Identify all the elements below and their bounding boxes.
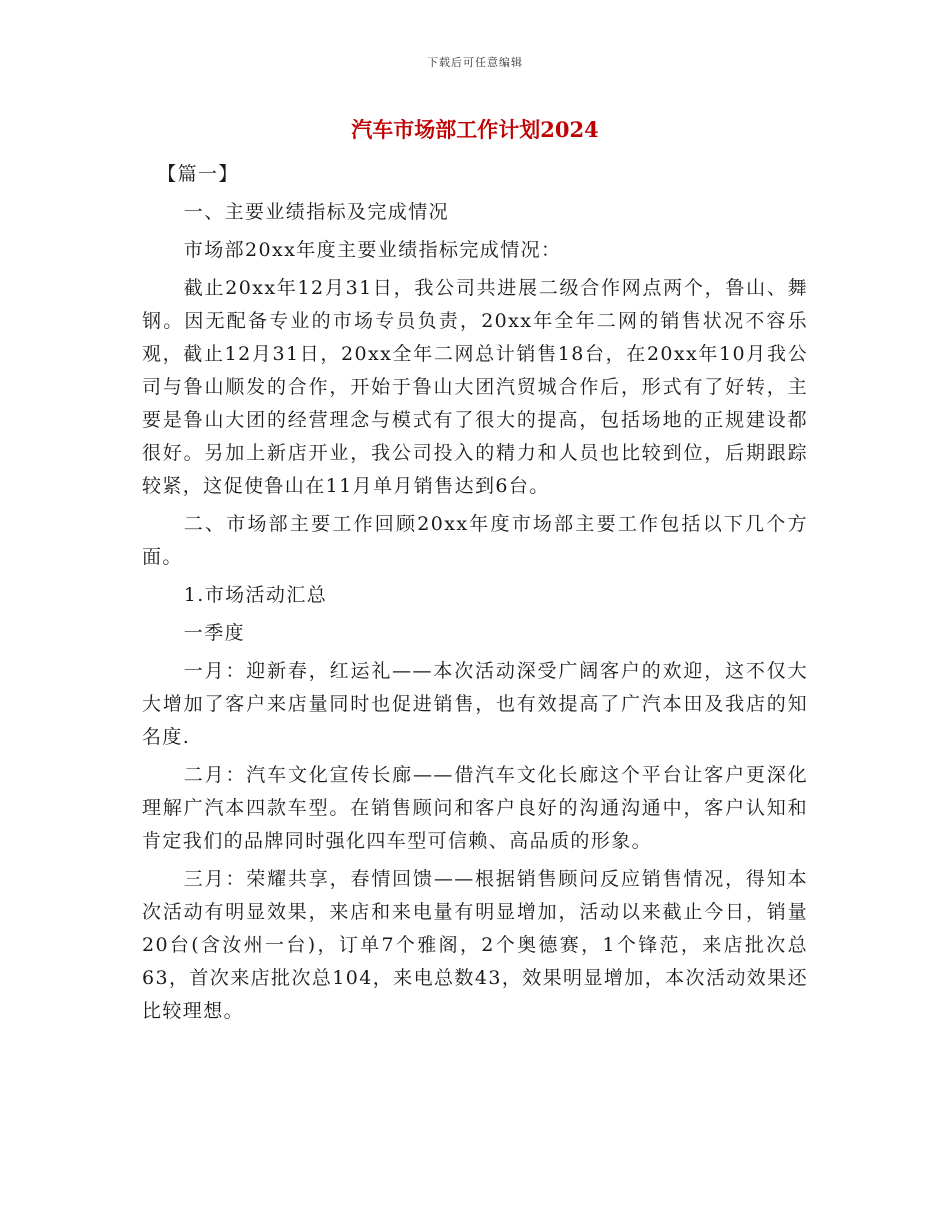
document-title: 汽车市场部工作计划2024 [351,117,599,142]
section-heading: 【篇一】 [157,163,239,185]
header-note: 下载后可任意编辑 [427,56,523,69]
paragraph: 二月：汽车文化宣传长廊——借汽车文化长廊这个平台让客户更深化理解广汽本四款车型。在销售顾问和客户良好的沟通沟通中，客户认知和肯定我们的品牌同时强化四车型可信赖、高品质的形象。 [142,764,808,852]
paragraph: 市场部20xx年度主要业绩指标完成情况： [183,239,562,261]
paragraph: 一月：迎新春，红运礼——本次活动深受广阔客户的欢迎，这不仅大大增加了客户来店量同时也促进销售，也有效提高了广汽本田及我店的知名度. [142,660,808,748]
paragraph: 二、市场部主要工作回顾20xx年度市场部主要工作包括以下几个方面。 [142,513,808,568]
paragraph: 截止20xx年12月31日，我公司共进展二级合作网点两个，鲁山、舞钢。因无配备专业的市场专员负责，20xx年全年二网的销售状况不容乐观，截止12月31日，20xx全年二网总计销售18台，在20xx年10月我公司与鲁山顺发的合作，开始于鲁山大团汽贸城合作后，形式有了好转，主要是鲁山大团的经营理念与模式有了很大的提高，包括场地的正规建设都很好。另加上新店开业，我公司投入的精力和人员也比较到位，后期跟踪较紧，这促使鲁山在11月单月销售达到6台。 [142,277,808,497]
paragraph: 三月：荣耀共享，春情回馈——根据销售顾问反应销售情况，得知本次活动有明显效果，来店和来电量有明显增加，活动以来截止今日，销量20台(含汝州一台)，订单7个雅阁，2个奥德赛，1个锋范，来店批次总63，首次来店批次总104，来电总数43，效果明显增加，本次活动效果还比较理想。 [142,868,808,1022]
paragraph: 一、主要业绩指标及完成情况 [183,201,449,223]
document-body [142,158,808,1033]
paragraph: 1.市场活动汇总 [183,584,328,606]
paragraph: 一季度 [183,622,245,644]
